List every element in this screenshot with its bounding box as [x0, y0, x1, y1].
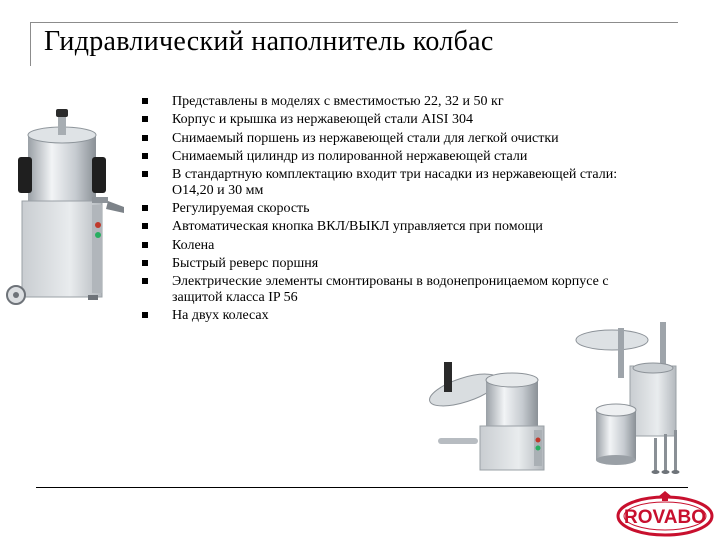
slide-title: Гидравлический наполнитель колбас	[44, 26, 494, 57]
list-item	[142, 201, 662, 217]
list-item	[142, 238, 662, 254]
list-item-text: Автоматическая кнопка ВКЛ/ВЫКЛ управляется при помощи	[172, 219, 543, 235]
list-item	[142, 256, 662, 272]
list-item-text: Снимаемый цилиндр из полированной нержавеющей стали	[172, 148, 528, 164]
list-item-text: Регулируемая скорость	[172, 201, 310, 216]
list-item-text: Электрические элементы смонтированы в водонепроницаемом корпусе с защитой класса IP 56	[172, 274, 609, 305]
bullet-icon	[142, 116, 148, 122]
list-item	[142, 219, 662, 235]
filler-disassembled-photo	[570, 318, 700, 478]
title-frame-left	[30, 22, 31, 66]
bullet-icon	[142, 278, 148, 284]
filler-open-lid-photo	[424, 342, 556, 474]
bullet-icon	[142, 205, 148, 211]
bullet-icon	[142, 171, 148, 177]
list-item	[142, 94, 662, 110]
title-frame-top	[30, 22, 678, 23]
list-item	[142, 112, 662, 128]
list-item-text: В стандартную комплектацию входит три насадки из нержавеющей стали: О14,20 и 30 мм	[172, 167, 618, 198]
sausage-filler-photo	[0, 105, 140, 310]
list-item	[142, 167, 662, 198]
list-item-text: Корпус и крышка из нержавеющей стали AISI 304	[172, 112, 473, 128]
bullet-icon	[142, 153, 148, 159]
rovabo-logo	[615, 490, 715, 538]
list-item-text: Колена	[172, 237, 215, 253]
bullet-icon	[142, 223, 148, 229]
list-item-text: На двух колесах	[172, 308, 269, 323]
list-item-text: Снимаемый поршень из нержавеющей стали для легкой очистки	[172, 130, 559, 146]
logo-text: ROVABO	[624, 507, 706, 528]
list-item-text: Представлены в моделях с вместимостью 22, 32 и 50 кг	[172, 94, 504, 109]
footer-divider	[36, 487, 688, 488]
list-item	[142, 274, 662, 305]
bullet-icon	[142, 98, 148, 104]
list-item	[142, 149, 662, 165]
bullet-icon	[142, 135, 148, 141]
bullet-icon	[142, 260, 148, 266]
list-item-text: Быстрый реверс поршня	[172, 255, 319, 271]
feature-list	[142, 94, 662, 326]
bullet-icon	[142, 242, 148, 248]
list-item	[142, 131, 662, 147]
bullet-icon	[142, 312, 148, 318]
